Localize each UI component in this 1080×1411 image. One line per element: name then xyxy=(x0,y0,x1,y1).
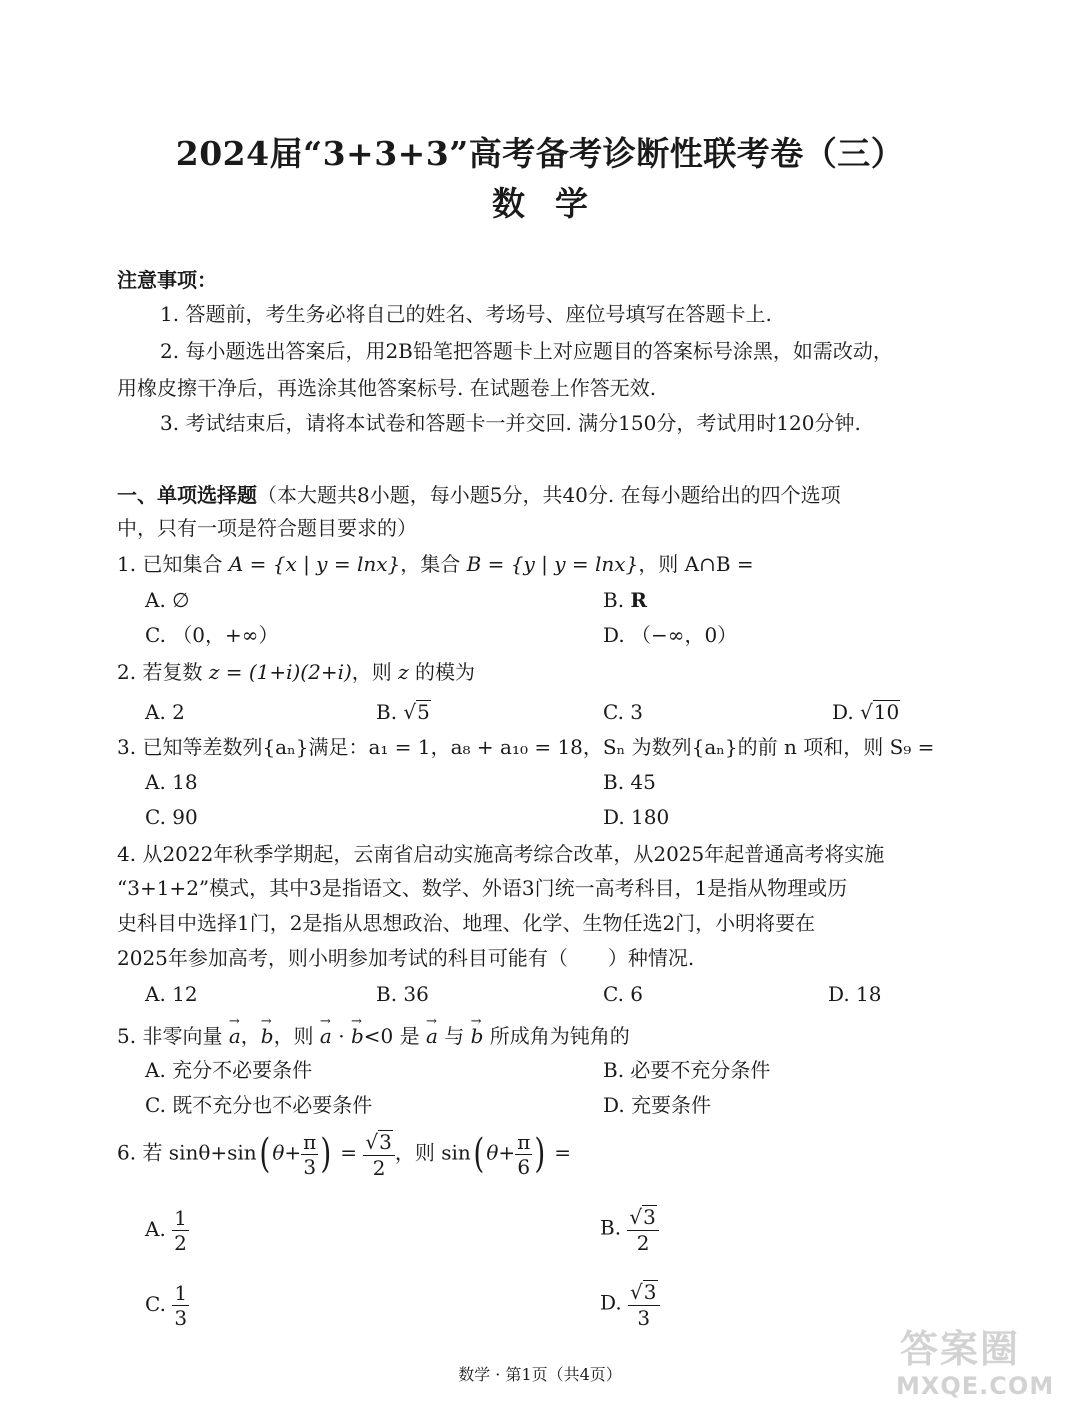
q2-text-b: ，则 xyxy=(351,660,399,684)
q6-paren-open: ( xyxy=(259,1131,270,1177)
q6-stem xyxy=(117,1130,571,1178)
q6-text-2: ，则 sin xyxy=(394,1140,471,1165)
q2-var: z xyxy=(398,660,409,684)
q5-vector-b: → b xyxy=(261,1022,274,1050)
q6-option-a-num: 1 xyxy=(174,1206,187,1230)
q1-text-a: 已知集合 xyxy=(142,552,229,576)
q2-stem xyxy=(117,658,475,686)
notice-item-2a: 2. 每小题选出答案后，用2B铅笔把答题卡上对应题目的答案标号涂黑，如需改动， xyxy=(160,339,893,363)
q6-text-1: 若 sinθ+sin xyxy=(142,1140,257,1165)
q3-option-c: C. 90 xyxy=(145,805,198,829)
q5-vector-b-2: → b xyxy=(351,1022,364,1050)
q5-text-6: 与 xyxy=(437,1024,471,1048)
q3-option-d: D. 180 xyxy=(603,805,670,829)
q6-text-3: = xyxy=(547,1140,572,1165)
exam-title: 2024届“3+3+3”高考备考诊断性联考卷（三） xyxy=(175,134,905,173)
q1-option-b-value: R xyxy=(630,588,648,612)
q6-paren-close-2: ) xyxy=(534,1131,546,1177)
q5-option-d: D. 充要条件 xyxy=(603,1093,712,1117)
q5-text-7: 所成角为钝角的 xyxy=(483,1024,630,1048)
q6-option-c-frac xyxy=(172,1283,189,1328)
q5-vector-a: → a xyxy=(229,1022,241,1050)
q4-text-1: 从2022年秋季学期起，云南省启动实施高考综合改革，从2025年起普通高考将实施 xyxy=(142,842,885,866)
q4-option-b: B. 36 xyxy=(376,982,429,1006)
q5-text-5: <0 是 xyxy=(363,1024,426,1048)
q2-text-a: 若复数 xyxy=(142,660,209,684)
q6-six: 6 xyxy=(517,1154,531,1179)
q6-option-a xyxy=(145,1208,189,1253)
q5-option-c: C. 既不充分也不必要条件 xyxy=(145,1093,373,1117)
notice-item-3: 3. 考试结束后，请将本试卷和答题卡一并交回. 满分150分，考试用时120分钟. xyxy=(160,411,861,435)
q6-option-c-label: C. xyxy=(145,1292,166,1316)
q4-option-c: C. 6 xyxy=(603,982,644,1006)
q6-option-d-sqrt3: 3 xyxy=(643,1280,657,1304)
q6-option-b-den: 2 xyxy=(636,1231,650,1255)
q5-option-b: B. 必要不充分条件 xyxy=(603,1058,771,1082)
q6-option-b-frac: $\frac{√3}{2}$ xyxy=(627,1205,658,1253)
q3-number: 3. xyxy=(117,735,137,759)
q5-text-3: ，则 xyxy=(273,1024,320,1048)
section1-title: 一、单项选择题 xyxy=(117,483,257,507)
page-footer: 数学 · 第1页（共4页） xyxy=(458,1365,622,1384)
q6-option-a-den: 2 xyxy=(174,1231,187,1255)
q6-option-d xyxy=(600,1280,660,1328)
q6-option-b-sqrt3: 3 xyxy=(643,1205,656,1229)
q1-number: 1. xyxy=(117,552,137,576)
q1-stem xyxy=(117,550,754,578)
q2-option-c: C. 3 xyxy=(603,700,644,724)
q1-text-c: ，则 A∩B = xyxy=(638,552,754,576)
q6-frac-pi-6 xyxy=(515,1129,532,1179)
q4-line-1 xyxy=(117,840,884,868)
q4-number: 4. xyxy=(117,842,137,866)
notice-item-2b: 用橡皮擦干净后，再选涂其他答案标号. 在试题卷上作答无效. xyxy=(117,376,657,400)
q6-pi: π xyxy=(303,1129,317,1154)
q2-option-a: A. 2 xyxy=(145,700,185,724)
q5-vector-a-3: → a xyxy=(426,1022,438,1050)
q2-option-d-label: D. xyxy=(832,700,854,724)
q4-option-d: D. 18 xyxy=(828,982,882,1006)
q3-stem xyxy=(117,733,934,761)
q6-frac-pi-3 xyxy=(301,1129,318,1179)
notice-item-1: 1. 答题前，考生务必将自己的姓名、考场号、座位号填写在答题卡上. xyxy=(160,302,772,326)
subject-title: 数学 xyxy=(492,184,618,223)
q3-option-a: A. 18 xyxy=(145,770,198,794)
q6-pi-2: π xyxy=(517,1129,531,1154)
q2-option-d-radicand: 10 xyxy=(873,700,900,724)
watermark-url: MXQE.COM xyxy=(896,1372,1055,1400)
q1-text-b: ，集合 xyxy=(400,552,467,576)
q5-dot: · xyxy=(331,1024,351,1048)
q6-paren-close: ) xyxy=(320,1131,332,1177)
q6-option-d-label: D. xyxy=(600,1290,622,1315)
q6-option-b-label: B. xyxy=(600,1215,622,1240)
q4-line-4: 2025年参加高考，则小明参加考试的科目可能有（ ）种情况. xyxy=(117,946,695,970)
q2-number: 2. xyxy=(117,660,137,684)
notice-heading: 注意事项： xyxy=(117,268,217,292)
q6-frac-sqrt3-2: $\frac{√3}{2}$ xyxy=(363,1130,394,1178)
q6-option-c xyxy=(145,1283,189,1328)
q5-text-2: ， xyxy=(240,1024,261,1048)
section1-heading-line1 xyxy=(117,481,841,509)
q1-set-b: B = {y | y = lnx} xyxy=(466,552,639,576)
q5-option-a: A. 充分不必要条件 xyxy=(145,1058,313,1082)
q1-option-a: A. ∅ xyxy=(145,588,190,612)
section1-desc-b: 中，只有一项是符合题目要求的） xyxy=(117,516,417,540)
q6-two: 2 xyxy=(372,1156,386,1180)
q6-theta: θ+ xyxy=(272,1140,302,1165)
q6-equals: = xyxy=(333,1140,364,1165)
q2-option-d: D. √10 xyxy=(832,700,900,724)
q6-option-d-den: 3 xyxy=(637,1306,651,1330)
q6-option-b xyxy=(600,1205,659,1253)
q5-number: 5. xyxy=(117,1024,137,1048)
q2-expr: z = (1+i)(2+i) xyxy=(208,660,352,684)
q5-text-1: 非零向量 xyxy=(142,1024,229,1048)
q6-paren-open-2: ( xyxy=(473,1131,485,1177)
q2-option-b-label: B. xyxy=(376,700,398,724)
q1-option-b xyxy=(603,586,647,614)
q6-three: 3 xyxy=(303,1154,317,1179)
q1-option-d: D. （−∞，0） xyxy=(603,623,738,647)
q3-option-b: B. 45 xyxy=(603,770,656,794)
q6-number: 6. xyxy=(117,1140,137,1165)
q1-option-b-label: B. xyxy=(603,588,625,612)
q1-set-a: A = {x | y = lnx} xyxy=(228,552,401,576)
q6-theta-2: θ+ xyxy=(486,1140,516,1165)
q3-text: 已知等差数列{aₙ}满足：a₁ = 1，a₈ + a₁₀ = 18，Sₙ 为数列{aₙ}的前 n 项和，则 S₉ = xyxy=(142,735,935,759)
q5-vector-a-2: → a xyxy=(320,1022,332,1050)
watermark-logo: 答案圈 xyxy=(900,1327,1021,1371)
q1-option-c: C. （0，+∞） xyxy=(145,623,279,647)
q6-option-c-num: 1 xyxy=(174,1281,188,1305)
q5-stem xyxy=(117,1022,630,1050)
q6-option-c-den: 3 xyxy=(174,1306,188,1330)
q4-line-2: “3+1+2”模式，其中3是指语文、数学、外语3门统一高考科目，1是指从物理或历 xyxy=(117,876,848,900)
q4-line-3: 史科目中选择1门，2是指从思想政治、地理、化学、生物任选2门，小明将要在 xyxy=(117,911,816,935)
q6-option-a-frac xyxy=(172,1208,189,1253)
q2-text-c: 的模为 xyxy=(408,660,476,684)
q4-option-a: A. 12 xyxy=(145,982,198,1006)
q6-option-a-label: A. xyxy=(145,1217,166,1241)
q6-sqrt3: 3 xyxy=(379,1130,392,1154)
q2-option-b-radicand: 5 xyxy=(417,700,430,724)
q5-vector-b-3: → b xyxy=(471,1022,484,1050)
q6-option-d-frac: $\frac{√3}{3}$ xyxy=(628,1280,659,1328)
section1-desc-a: （本大题共8小题，每小题5分，共40分. 在每小题给出的四个选项 xyxy=(257,483,841,507)
q2-option-b: B. √5 xyxy=(376,700,430,724)
